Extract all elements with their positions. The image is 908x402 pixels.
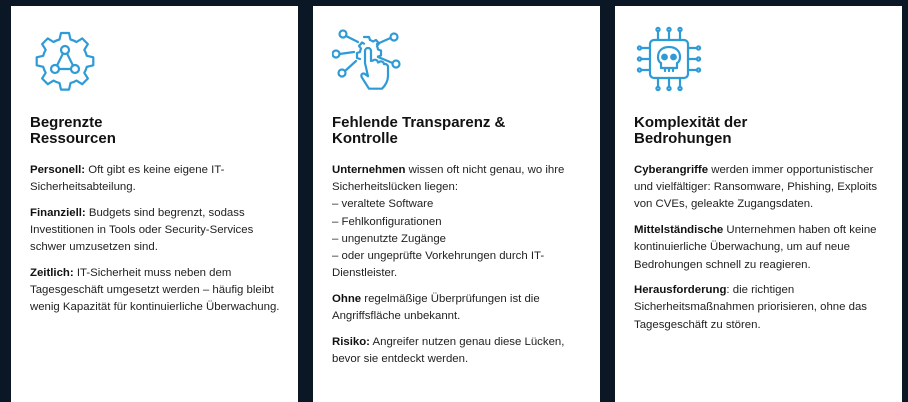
list-item: – oder ungeprüfte Vorkehrungen durch IT-Dienstleister. xyxy=(332,250,545,280)
list-item: – ungenutzte Zugänge xyxy=(332,232,447,245)
paragraph-risiko xyxy=(332,334,586,368)
paragraph-zeitlich xyxy=(30,265,284,317)
para-lead: Personell: xyxy=(30,164,86,176)
para-lead: Zeitlich: xyxy=(30,267,74,280)
card-komplexitaet-bedrohungen xyxy=(615,6,902,402)
paragraph-herausforderung xyxy=(634,282,888,334)
para-lead: Ohne xyxy=(332,292,362,305)
paragraph-personell xyxy=(30,162,284,196)
card-begrenzte-ressourcen xyxy=(11,6,298,402)
card-title xyxy=(634,115,888,147)
title-line-2: Ressourcen xyxy=(30,130,116,147)
gear-network-icon xyxy=(30,26,100,96)
weakness-list xyxy=(332,196,586,282)
para-text: wissen oft nicht genau, wo ihre Sicherheitslücken liegen: xyxy=(332,164,565,194)
list-item: – veraltete Software xyxy=(332,198,434,211)
title-line-1: Begrenzte xyxy=(30,114,103,131)
para-lead: Cyberangriffe xyxy=(634,164,709,176)
card-title xyxy=(332,115,586,147)
skull-chip-icon xyxy=(634,26,704,96)
para-text: IT-Sicherheit muss neben dem Tagesgeschäft umgesetzt werden – häufig bleibt wenig Kapazität für kontinuierliche Überwachung. xyxy=(30,267,280,314)
para-text: werden immer opportunistischer und vielfältiger: Ransomware, Phishing, Exploits von CVEs, geleakte Zugangsdaten. xyxy=(634,164,878,211)
para-text: Angreifer nutzen genau diese Lücken, bevor sie entdeckt werden. xyxy=(332,335,565,366)
touch-gear-network-icon xyxy=(332,26,402,96)
title-line-1: Fehlende Transparenz & xyxy=(332,114,506,131)
para-text: Budgets sind begrenzt, sodass Investitionen in Tools oder Security-Services schwer umzusetzen sind. xyxy=(30,206,254,254)
list-item: – Fehlkonfigurationen xyxy=(332,215,442,228)
paragraph-unternehmen xyxy=(332,162,586,282)
paragraph-ohne xyxy=(332,291,586,325)
para-text: : die richtigen Sicherheitsmaßnahmen priorisieren, ohne das Tagesgeschäft zu stören. xyxy=(634,284,867,331)
card-body xyxy=(634,162,888,342)
card-fehlende-transparenz xyxy=(313,6,600,402)
paragraph-finanziell xyxy=(30,205,284,257)
paragraph-cyberangriffe xyxy=(634,162,888,214)
title-line-2: Kontrolle xyxy=(332,130,398,147)
title-line-2: Bedrohungen xyxy=(634,130,732,147)
para-text: regelmäßige Überprüfungen ist die Angriffsfläche unbekannt. xyxy=(332,292,540,323)
card-body xyxy=(332,162,586,377)
para-text: Oft gibt es keine eigene IT-Sicherheitsabteilung. xyxy=(30,164,225,194)
para-lead: Herausforderung xyxy=(634,284,727,297)
para-lead: Finanziell: xyxy=(30,206,86,219)
paragraph-mittelstaendische xyxy=(634,222,888,274)
para-lead: Unternehmen xyxy=(332,164,406,176)
para-lead: Risiko: xyxy=(332,335,370,348)
para-lead: Mittelständische xyxy=(634,224,724,237)
card-body xyxy=(30,162,284,325)
title-line-1: Komplexität der xyxy=(634,114,748,131)
card-title xyxy=(30,115,284,147)
para-text: Unternehmen haben oft keine kontinuierliche Überwachung, um auf neue Bedrohungen schnell zu reagieren. xyxy=(634,224,877,271)
